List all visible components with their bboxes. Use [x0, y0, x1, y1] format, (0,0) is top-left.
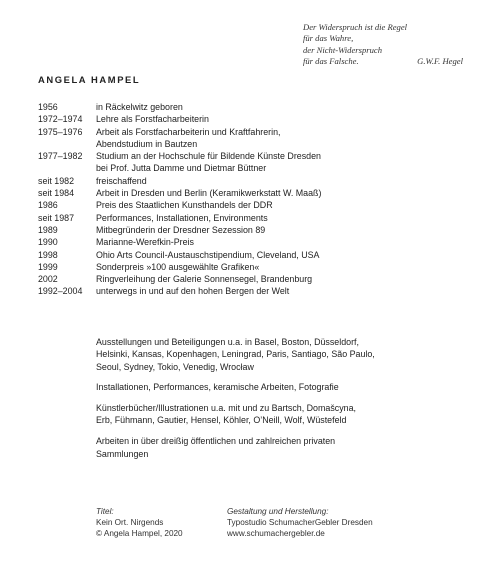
- bio-text-line: Abendstudium in Bautzen: [96, 138, 198, 149]
- bio-text: [96, 126, 458, 151]
- bio-entry: [38, 212, 458, 224]
- bio-year: seit 1982: [38, 175, 75, 186]
- bio-text: [96, 199, 458, 211]
- notes-line: Künstlerbücher/Illustrationen u.a. mit und zu Bartsch, Domašcyna,: [96, 403, 356, 414]
- bio-text-line: Ringverleihung der Galerie Sonnensegel, Brandenburg: [96, 274, 313, 285]
- bio-year: 1986: [38, 200, 58, 211]
- bio-text-line: Arbeit als Forstfacharbeiterin und Kraftfahrerin,: [96, 126, 281, 137]
- notes-section: [96, 336, 456, 468]
- bio-text: [96, 101, 458, 113]
- footer-title-heading: Titel:: [96, 507, 114, 516]
- bio-entry: [38, 150, 458, 175]
- bio-year: seit 1984: [38, 188, 75, 199]
- bio-year: 2002: [38, 274, 58, 285]
- bio-entry: [38, 175, 458, 187]
- bio-text-line: Mitbegründerin der Dresdner Sezession 89: [96, 224, 266, 235]
- footer-website-link[interactable]: www.schumachergebler.de: [227, 529, 325, 539]
- bio-text: [96, 261, 458, 273]
- footer-copyright-line: © Angela Hampel, 2020: [96, 529, 183, 539]
- footer-design-heading: Gestaltung und Herstellung:: [227, 507, 329, 516]
- bio-text: [96, 150, 458, 175]
- bio-year: 1975–1976: [38, 126, 83, 137]
- bio-text: [96, 175, 458, 187]
- bio-text: [96, 187, 458, 199]
- bio-entry: [38, 273, 458, 285]
- bio-year: 1999: [38, 261, 58, 272]
- quote-line: für das Falsche.: [303, 56, 359, 67]
- bio-text: [96, 273, 458, 285]
- bio-year: 1972–1974: [38, 114, 83, 125]
- quote-line: für das Wahre,: [303, 33, 354, 44]
- bio-entry: [38, 187, 458, 199]
- bio-year: 1956: [38, 102, 58, 112]
- bio-text-line: in Räckelwitz geboren: [96, 102, 183, 112]
- quote-author: G.W.F. Hegel: [417, 56, 463, 67]
- bio-text-line: Studium an der Hochschule für Bildende Künste Dresden: [96, 151, 321, 162]
- bio-text-line: Sonderpreis »100 ausgewählte Grafiken«: [96, 261, 260, 272]
- bio-text-line: Performances, Installationen, Environments: [96, 212, 268, 223]
- bio-text-line: Ohio Arts Council-Austauschstipendium, Cleveland, USA: [96, 249, 320, 260]
- bio-text: [96, 236, 458, 248]
- bio-text-line: Arbeit in Dresden und Berlin (Keramikwerkstatt W. Maaß): [96, 188, 322, 199]
- notes-line: Arbeiten in über dreißig öffentlichen und zahlreichen privaten: [96, 436, 336, 447]
- bio-text-line: unterwegs in und auf den hohen Bergen der Welt: [96, 286, 290, 297]
- notes-paragraph: [96, 435, 456, 460]
- notes-line: Erb, Fühmann, Gautier, Hensel, Köhler, O’Neill, Wolf, Wüstefeld: [96, 415, 347, 426]
- bio-entry: [38, 285, 458, 297]
- notes-paragraph: [96, 336, 456, 373]
- bio-year: 1989: [38, 224, 58, 235]
- bio-text-line: freischaffend: [96, 175, 147, 186]
- bio-year: 1998: [38, 249, 58, 260]
- bio-text: [96, 113, 458, 125]
- notes-line: Ausstellungen und Beteiligungen u.a. in Basel, Boston, Düsseldorf,: [96, 337, 359, 347]
- footer-title-line: Kein Ort. Nirgends: [96, 518, 164, 528]
- bio-text: [96, 285, 458, 297]
- bio-entry: [38, 261, 458, 273]
- notes-line: Installationen, Performances, keramische Arbeiten, Fotografie: [96, 382, 339, 393]
- quote-line: der Nicht-Widerspruch: [303, 44, 383, 55]
- notes-paragraph: [96, 381, 456, 393]
- footer-studio-line: Typostudio SchumacherGebler Dresden: [227, 518, 373, 528]
- bio-year: 1990: [38, 237, 58, 248]
- bio-entry: [38, 113, 458, 125]
- bio-text-line: Preis des Staatlichen Kunsthandels der DDR: [96, 200, 273, 211]
- notes-paragraph: [96, 402, 456, 427]
- bio-text: [96, 224, 458, 236]
- bio-entry: [38, 126, 458, 151]
- biography-list: [38, 101, 458, 298]
- footer-title-block: [96, 506, 183, 540]
- bio-entry: [38, 224, 458, 236]
- bio-text: [96, 249, 458, 261]
- notes-line: Seoul, Sydney, Tokio, Venedig, Wrocław: [96, 361, 254, 372]
- artist-name: ANGELA HAMPEL: [38, 74, 141, 85]
- notes-line: Helsinki, Kansas, Kopenhagen, Leningrad, Paris, Santiago, São Paulo,: [96, 349, 375, 360]
- bio-entry: [38, 199, 458, 211]
- bio-text: [96, 212, 458, 224]
- bio-entry: [38, 236, 458, 248]
- bio-entry: [38, 249, 458, 261]
- bio-entry: [38, 101, 458, 113]
- notes-line: Sammlungen: [96, 448, 149, 459]
- bio-year: 1977–1982: [38, 151, 83, 162]
- bio-text-line: Marianne-Werefkin-Preis: [96, 237, 194, 248]
- bio-text-line: Lehre als Forstfacharbeiterin: [96, 114, 209, 125]
- footer-design-block: [227, 506, 373, 540]
- hegel-quote: [303, 22, 463, 68]
- quote-line: Der Widerspruch ist die Regel: [303, 22, 408, 32]
- bio-year: seit 1987: [38, 212, 75, 223]
- bio-text-line: bei Prof. Jutta Damme und Dietmar Büttner: [96, 163, 267, 174]
- bio-year: 1992–2004: [38, 286, 83, 297]
